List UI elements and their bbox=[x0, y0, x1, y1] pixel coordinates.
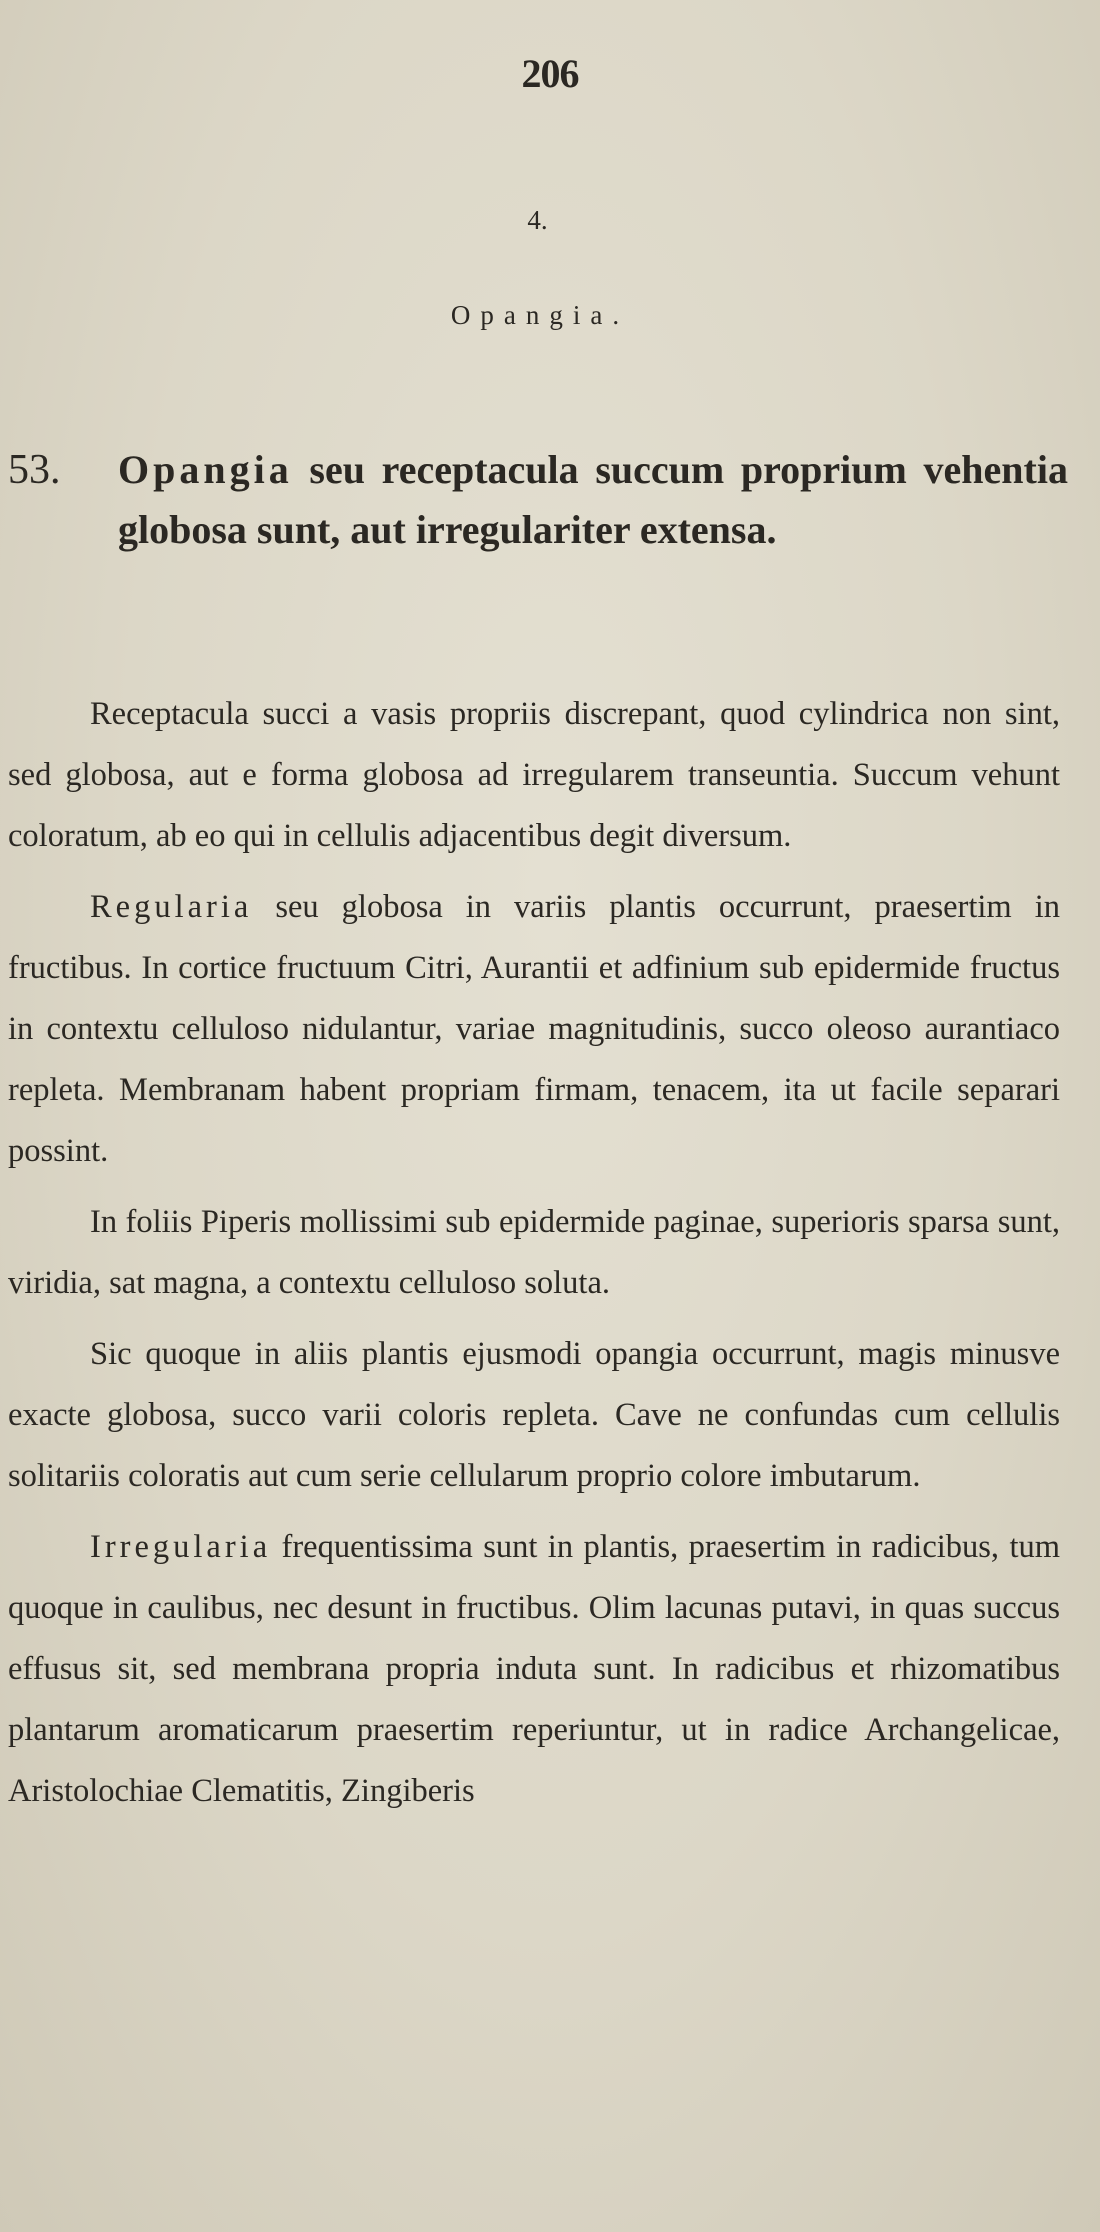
paragraph-text: Receptacula succi a vasis propriis discrepant, quod cylindrica non sint, sed globosa, aut e forma globosa ad irregularem transeuntia. Succum vehunt coloratum, ab eo qui in cellulis adjacentibus degit diversum. bbox=[8, 696, 1060, 854]
section-number: 4. bbox=[527, 205, 548, 235]
page-number: 206 bbox=[521, 51, 579, 96]
paragraph-text: Sic quoque in aliis plantis ejusmodi opangia occurrunt, magis minusve exacte globosa, succo varii coloris repleta. Cave ne confundas cum cellulis solitariis coloratis aut cum serie cellularum proprio colore imbutarum. bbox=[8, 1336, 1060, 1494]
paragraph bbox=[8, 1324, 1060, 1507]
paragraph bbox=[8, 877, 1060, 1182]
paragraph bbox=[8, 684, 1060, 867]
body-text bbox=[8, 684, 1060, 1822]
thesis-statement bbox=[118, 440, 1068, 560]
section-title: Opangia. bbox=[450, 300, 630, 330]
paragraph-term: Regularia bbox=[90, 889, 253, 925]
paragraph-text: seu globosa in variis plantis occurrunt, praesertim in fructibus. In cortice fructuum Citri, Aurantii et adfinium sub epidermide fructus in contextu celluloso nidulantur, variae magnitudinis, succo oleoso aurantiaco repleta. Membranam habent propriam firmam, tenacem, ita ut facile separari possint. bbox=[8, 889, 1060, 1169]
paragraph bbox=[8, 1517, 1060, 1822]
paragraph-term: Irregularia bbox=[90, 1529, 272, 1565]
thesis-term: Opangia bbox=[118, 447, 293, 492]
paragraph bbox=[8, 1192, 1060, 1314]
thesis-text: seu receptacula succum proprium vehentia globosa sunt, aut irregulariter extensa. bbox=[118, 447, 1068, 552]
paragraph-number: 53. bbox=[8, 447, 61, 493]
paragraph-text: In foliis Piperis mollissimi sub epidermide paginae, superioris sparsa sunt, viridia, sat magna, a contextu celluloso soluta. bbox=[8, 1204, 1060, 1301]
paragraph-text: frequentissima sunt in plantis, praesertim in radicibus, tum quoque in caulibus, nec desunt in fructibus. Olim lacunas putavi, in quas succus effusus sit, sed membrana propria induta sunt. In radicibus et rhizomatibus plantarum aromaticarum praesertim reperiuntur, ut in radice Archangelicae, Aristolochiae Clematitis, Zingiberis bbox=[8, 1529, 1060, 1809]
